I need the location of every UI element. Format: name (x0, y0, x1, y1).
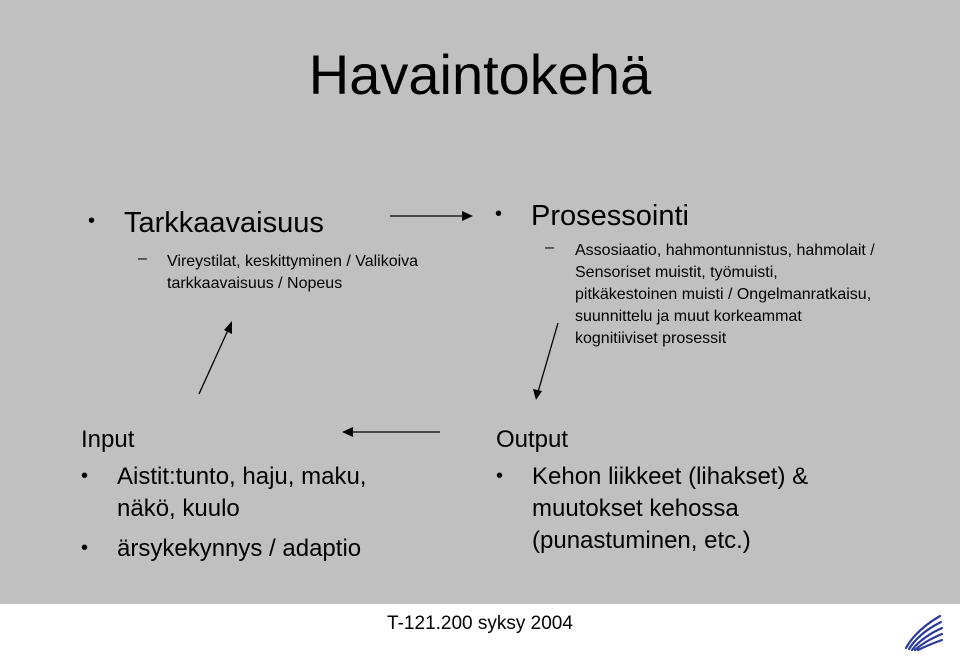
processing-detail: Assosiaatio, hahmontunnistus, hahmolait / Sensoriset muistit, työmuisti, pitkäkestoinen muisti / Ongelmanratkaisu, suunnittelu ja muut korkeammat kognitiiviset prosessit (575, 242, 875, 347)
dash-icon: – (138, 250, 147, 267)
bullet-icon: • (81, 465, 89, 487)
output-item: Kehon liikkeet (lihakset) & muutokset kehossa (punastuminen, etc.) (532, 463, 809, 554)
bullet-icon: • (495, 203, 503, 225)
slide-title: Havaintokehä (308, 43, 652, 106)
attention-heading: Tarkkaavaisuus (124, 207, 324, 239)
bullet-icon: • (88, 210, 96, 232)
output-heading: Output (496, 426, 569, 453)
attention-detail: Vireystilat, keskittyminen / Valikoiva tarkkaavaisuus / Nopeus (167, 253, 419, 292)
arrow-output-to-input (342, 427, 440, 437)
processing-heading: Prosessointi (531, 200, 689, 232)
dash-icon: – (545, 239, 554, 256)
input-heading: Input (81, 426, 135, 453)
university-logo-icon (900, 612, 946, 652)
footer-course-code: T-121.200 syksy 2004 (387, 613, 573, 634)
input-item: ärsykekynnys / adaptio (117, 535, 362, 562)
arrow-processing-to-output (533, 323, 558, 400)
arrow-input-to-attention (199, 321, 232, 394)
arrow-attention-to-processing (390, 211, 473, 221)
bullet-icon: • (496, 465, 504, 487)
bullet-icon: • (81, 537, 89, 559)
input-item: Aistit:tunto, haju, maku, näkö, kuulo (117, 463, 367, 522)
